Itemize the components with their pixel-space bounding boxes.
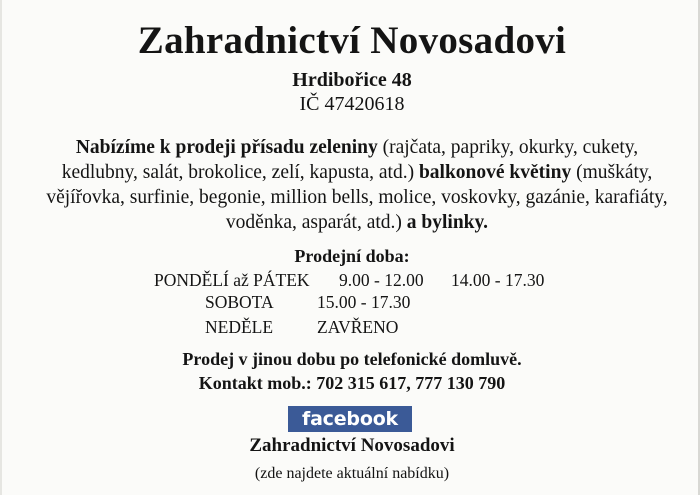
facebook-logo: facebook (288, 406, 412, 432)
address: Hrdibořice 48 (292, 69, 412, 91)
offer-flowers: (muškáty, vějířovka, surfinie, begonie, million bells, molice, voskovky, gazánie, karafiáty, voděnka, asparát, atd.) (46, 162, 668, 233)
offer-flowers-label: balkonové květiny (418, 162, 572, 183)
weekdays-label: PONDĚLÍ až PÁTEK (154, 270, 310, 290)
page-title: Zahradnictví Novosadovi (137, 19, 567, 62)
contact-phones: Kontakt mob.: 702 315 617, 777 130 790 (198, 373, 506, 393)
facebook-page-name: Zahradnictví Novosadovi (249, 435, 455, 456)
facebook-note: (zde najdete aktuální nabídku) (254, 465, 450, 482)
company-id: IČ 47420618 (299, 93, 405, 115)
sunday-status: ZAVŘENO (317, 317, 399, 337)
weekdays-afternoon-time: 14.00 - 17.30 (451, 270, 545, 290)
saturday-label: SOBOTA (205, 292, 274, 312)
sunday-label: NEDĚLE (205, 317, 274, 337)
offer-paragraph (42, 135, 672, 235)
weekdays-morning-time: 9.00 - 12.00 (339, 270, 424, 290)
offer-vegetables: (rajčata, papriky, okurky, cukety, kedlubny, salát, brokolice, zelí, kapusta, atd.) (61, 137, 639, 183)
saturday-time: 15.00 - 17.30 (317, 292, 411, 312)
phone-arrangement-note: Prodej v jinou dobu po telefonické domluvě. (182, 349, 522, 369)
offer-intro: Nabízíme k prodeji přísadu zeleniny (75, 137, 378, 158)
opening-hours-title: Prodejní doba: (294, 246, 410, 266)
offer-herbs-label: a bylinky. (406, 212, 489, 233)
